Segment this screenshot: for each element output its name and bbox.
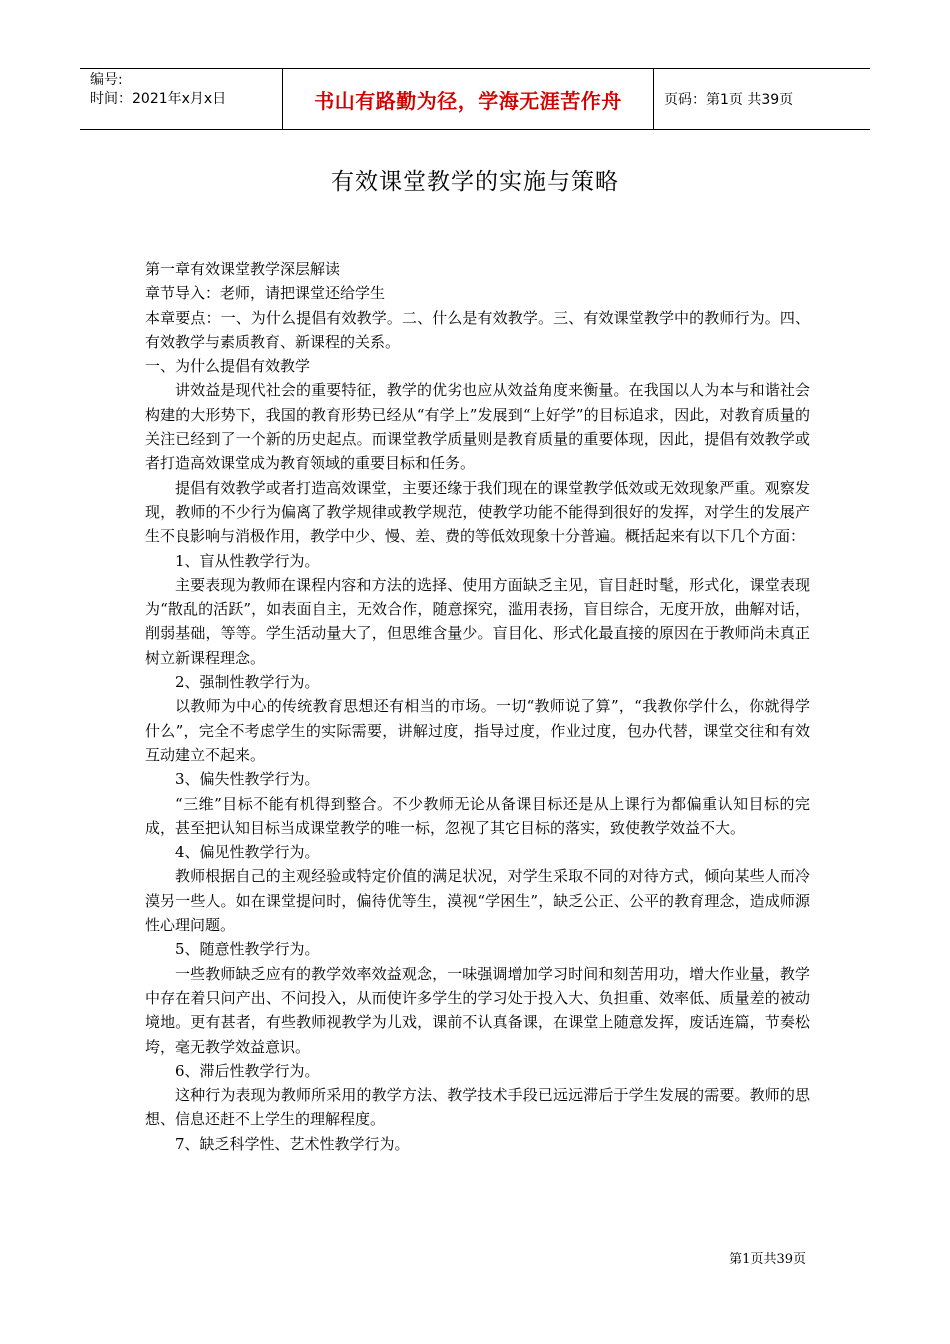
list-item-heading: 6、滞后性教学行为。 <box>175 1061 320 1080</box>
body-paragraph: 讲效益是现代社会的重要特征，教学的优劣也应从效益角度来衡量。在我国以人为本与和谐社会构建的大形势下，我国的教育形势已经从“有学上”发展到“上好学”的目标追求，因此，对教育质量的关注已经到了一个新的历史起点。而课堂教学质量则是教育质量的重要体现，因此，提倡有效教学或者打造高效课堂成为教育领域的重要目标和任务。 <box>145 381 810 473</box>
motto-text: 书山有路勤为径，学海无涯苦作舟 <box>314 88 622 113</box>
chapter-heading: 第一章有效课堂教学深层解读 <box>145 260 341 278</box>
chapter-intro: 章节导入：老师，请把课堂还给学生 <box>145 284 386 303</box>
page-info: 页码：第1页 共39页 <box>664 92 794 108</box>
body-paragraph: 这种行为表现为教师所采用的教学方法、教学技术手段已远远滞后于学生发展的需要。教师的思想、信息还赶不上学生的理解程度。 <box>145 1086 810 1129</box>
document-body <box>145 257 810 1156</box>
list-item-heading: 2、强制性教学行为。 <box>175 673 320 692</box>
chapter-key-points: 本章要点：一、为什么提倡有效教学。二、什么是有效教学。三、有效课堂教学中的教师行为。四、有效教学与素质教育、新课程的关系。 <box>145 308 810 351</box>
list-item-heading: 4、偏见性教学行为。 <box>175 843 320 862</box>
list-item-heading: 5、随意性教学行为。 <box>175 940 320 959</box>
list-item-heading: 7、缺乏科学性、艺术性教学行为。 <box>175 1134 410 1153</box>
time-label: 时间：2021年x月x日 <box>90 91 227 107</box>
list-item-heading: 3、偏失性教学行为。 <box>175 770 320 789</box>
body-paragraph: 以教师为中心的传统教育思想还有相当的市场。一切“教师说了算”，“我教你学什么，你就得学什么”，完全不考虑学生的实际需要，讲解过度，指导过度，作业过度，包办代替，课堂交往和有效互动建立不起来。 <box>145 697 810 764</box>
body-paragraph: 主要表现为教师在课程内容和方法的选择、使用方面缺乏主见，盲目赶时髦，形式化，课堂表现为“散乱的活跃”，如表面自主，无效合作，随意探究，滥用表扬，盲目综合，无度开放，曲解对话，削弱基础，等等。学生活动量大了，但思维含量少。盲目化、形式化最直接的原因在于教师尚未真正树立新课程理念。 <box>145 575 810 667</box>
page-header <box>80 68 870 130</box>
header-motto-cell <box>282 69 654 129</box>
header-page-cell <box>654 69 870 129</box>
body-paragraph: “三维”目标不能有机得到整合。不少教师无论从备课目标还是从上课行为都偏重认知目标的完成，甚至把认知目标当成课堂教学的唯一标，忽视了其它目标的落实，致使教学效益不大。 <box>145 794 810 837</box>
header-meta <box>80 69 282 129</box>
section-heading: 一、为什么提倡有效教学 <box>145 357 311 376</box>
document-title: 有效课堂教学的实施与策略 <box>331 169 619 195</box>
list-item-heading: 1、盲从性教学行为。 <box>175 551 320 570</box>
body-paragraph: 提倡有效教学或者打造高效课堂，主要还缘于我们现在的课堂教学低效或无效现象严重。观察发现，教师的不少行为偏离了教学规律或教学规范，使教学功能不能得到很好的发挥，对学生的发展产生不良影响与消极作用，教学中少、慢、差、费的等低效现象十分普遍。概括起来有以下几个方面： <box>145 478 810 546</box>
body-paragraph: 教师根据自己的主观经验或特定价值的满足状况，对学生采取不同的对待方式，倾向某些人而冷漠另一些人。如在课堂提问时，偏待优等生，漠视“学困生”，缺乏公正、公平的教育理念，造成师源性心理问题。 <box>145 867 810 935</box>
body-paragraph: 一些教师缺乏应有的教学效率效益观念，一味强调增加学习时间和刻苦用功，增大作业量，教学中存在着只问产出、不问投入，从而使许多学生的学习处于投入大、负担重、效率低、质量差的被动境地。更有甚者，有些教师视教学为儿戏，课前不认真备课，在课堂上随意发挥，废话连篇，节奏松垮，毫无教学效益意识。 <box>145 964 810 1056</box>
page-footer-number: 第1页共39页 <box>729 1252 806 1267</box>
number-label: 编号: <box>90 72 123 88</box>
